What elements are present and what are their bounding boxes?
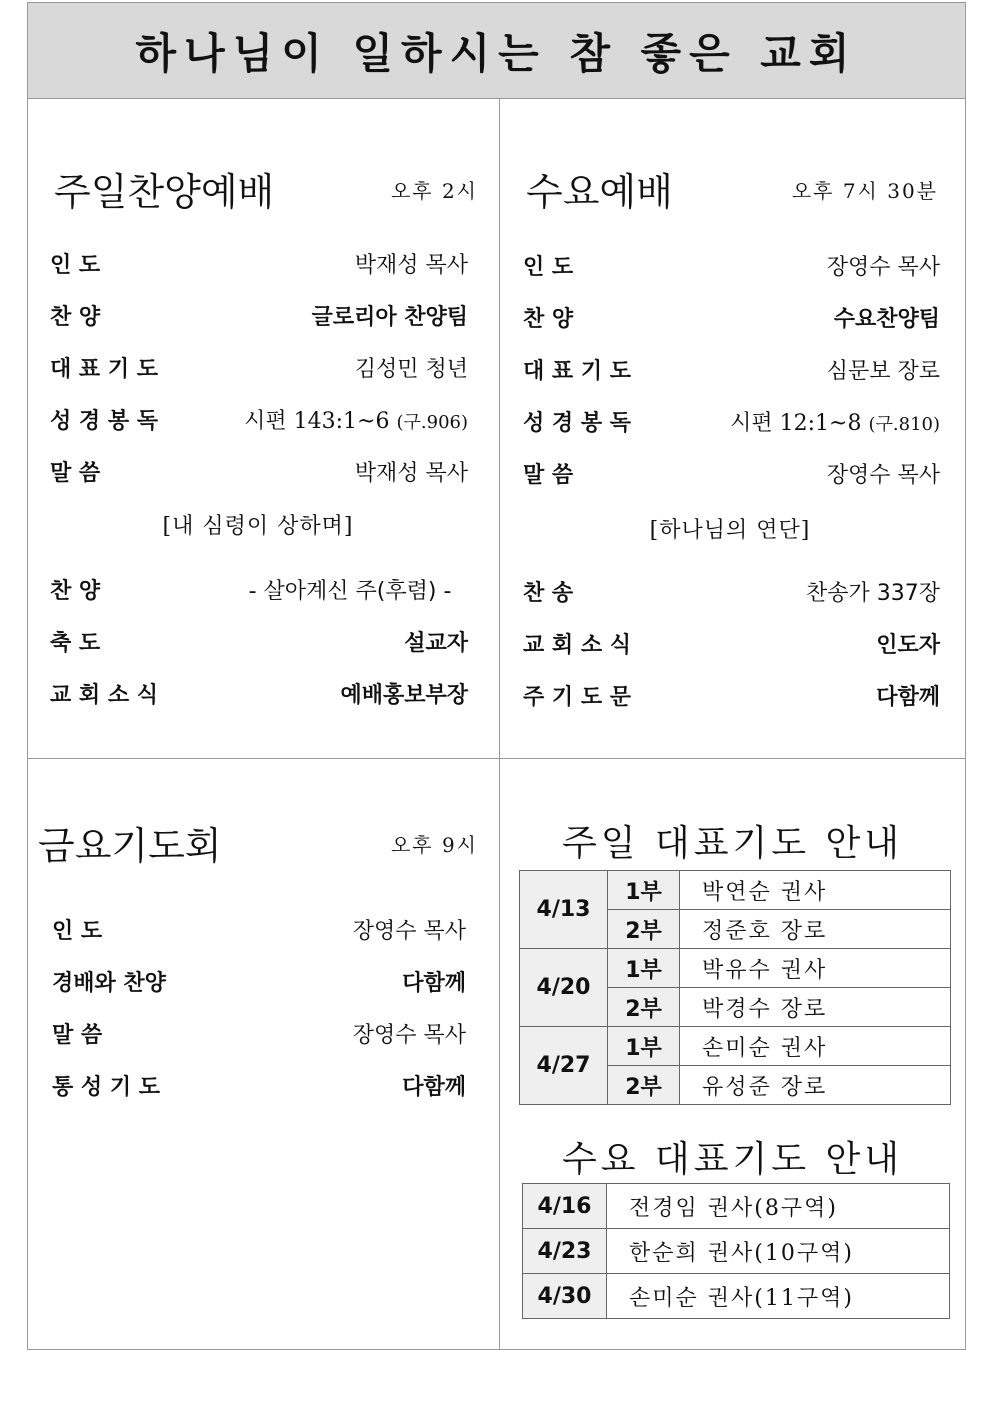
wednesday-prayer-table <box>522 1183 950 1319</box>
row-label: 찬 양 <box>50 578 101 604</box>
row-label: 인 도 <box>50 252 101 278</box>
row-label: 찬 양 <box>523 306 574 332</box>
sunday-row-benediction <box>50 621 468 661</box>
row-value: 장영수 목사 <box>352 1022 466 1048</box>
row-label: 말 씀 <box>52 1022 103 1048</box>
banner-title: 하나님이 일하시는 참 좋은 교회 <box>28 3 965 99</box>
row-value: 김성민 청년 <box>354 356 468 382</box>
sunday-service-time: 오후 2시 <box>390 179 478 203</box>
row-label: 대 표 기 도 <box>523 358 631 384</box>
sunday-row-praise-2 <box>50 569 468 609</box>
sunday-prayer-table <box>519 870 951 1105</box>
wednesday-row-scripture <box>523 401 940 441</box>
wednesday-row-lords-prayer <box>523 675 940 715</box>
row-value <box>244 404 468 435</box>
table-row <box>520 871 951 910</box>
friday-row-prayer <box>52 1065 466 1105</box>
friday-service-title: 금요기도회 <box>38 824 222 868</box>
sunday-sermon-title: [내 심령이 상하며] <box>162 514 354 539</box>
date-cell: 4/27 <box>520 1027 608 1105</box>
row-value: 수요찬양팀 <box>833 306 940 332</box>
row-value: 예배홍보부장 <box>340 682 468 708</box>
part-cell: 2부 <box>608 1066 680 1105</box>
row-label: 인 도 <box>52 918 103 944</box>
row-label: 교 회 소 식 <box>50 682 158 708</box>
row-label: 말 씀 <box>50 460 101 486</box>
name-cell: 한순희 권사(10구역) <box>607 1229 950 1274</box>
table-row <box>523 1229 950 1274</box>
row-value: 설교자 <box>404 630 468 656</box>
part-cell: 1부 <box>608 871 680 910</box>
name-cell: 박연순 권사 <box>680 871 951 910</box>
row-value: 찬송가 337장 <box>806 580 940 606</box>
name-cell: 박유수 권사 <box>680 949 951 988</box>
horizontal-divider <box>28 758 965 759</box>
row-value: 심문보 장로 <box>826 358 940 384</box>
date-cell: 4/30 <box>523 1274 607 1319</box>
scripture-ref: 시편 143:1~6 <box>244 408 390 434</box>
part-cell: 2부 <box>608 910 680 949</box>
row-value: 다함께 <box>402 970 466 996</box>
table-row <box>520 1027 951 1066</box>
wednesday-service-title: 수요예배 <box>526 170 673 214</box>
part-cell: 1부 <box>608 1027 680 1066</box>
row-value: 다함께 <box>402 1074 466 1100</box>
row-label: 말 씀 <box>523 462 574 488</box>
part-cell: 1부 <box>608 949 680 988</box>
row-value: 장영수 목사 <box>826 462 940 488</box>
table-row <box>520 949 951 988</box>
wednesday-service-time: 오후 7시 30분 <box>791 179 938 203</box>
row-label: 주 기 도 문 <box>523 684 631 710</box>
row-value: - 살아계신 주(후렴) - <box>248 578 452 604</box>
friday-service-time: 오후 9시 <box>390 833 478 857</box>
row-label: 통 성 기 도 <box>52 1074 160 1100</box>
row-value: 장영수 목사 <box>826 254 940 280</box>
name-cell: 유성준 장로 <box>680 1066 951 1105</box>
date-cell: 4/13 <box>520 871 608 949</box>
wednesday-row-sermon <box>523 453 940 493</box>
name-cell: 정준호 장로 <box>680 910 951 949</box>
sunday-row-news <box>50 673 468 713</box>
row-label: 대 표 기 도 <box>50 356 158 382</box>
friday-row-sermon <box>52 1013 466 1053</box>
row-label: 찬 송 <box>523 580 574 606</box>
row-value: 인도자 <box>876 632 940 658</box>
part-cell: 2부 <box>608 988 680 1027</box>
row-value: 장영수 목사 <box>352 918 466 944</box>
wednesday-row-news <box>523 623 940 663</box>
wednesday-row-praise <box>523 297 940 337</box>
scripture-page: (구.906) <box>396 411 468 433</box>
sunday-row-leader <box>50 243 468 283</box>
row-label: 찬 양 <box>50 304 101 330</box>
row-value: 글로리아 찬양팀 <box>311 304 468 330</box>
row-value: 다함께 <box>876 684 940 710</box>
sunday-row-scripture <box>50 399 468 439</box>
wednesday-prayer-title: 수요 대표기도 안내 <box>561 1139 904 1180</box>
row-label: 성 경 봉 독 <box>50 408 158 434</box>
sunday-prayer-title: 주일 대표기도 안내 <box>561 823 904 864</box>
date-cell: 4/20 <box>520 949 608 1027</box>
sunday-row-sermon <box>50 451 468 491</box>
sunday-row-prayer <box>50 347 468 387</box>
date-cell: 4/23 <box>523 1229 607 1274</box>
sunday-service-title: 주일찬양예배 <box>54 170 275 214</box>
wednesday-row-prayer <box>523 349 940 389</box>
row-label: 경배와 찬양 <box>52 970 166 996</box>
row-value: 박재성 목사 <box>354 252 468 278</box>
row-value: 박재성 목사 <box>354 460 468 486</box>
row-label: 성 경 봉 독 <box>523 410 631 436</box>
name-cell: 손미순 권사(11구역) <box>607 1274 950 1319</box>
name-cell: 전경임 권사(8구역) <box>607 1184 950 1229</box>
row-label: 교 회 소 식 <box>523 632 631 658</box>
scripture-ref: 시편 12:1~8 <box>730 410 862 436</box>
bulletin-page <box>27 2 966 1350</box>
table-row <box>523 1274 950 1319</box>
date-cell: 4/16 <box>523 1184 607 1229</box>
row-value <box>730 406 940 437</box>
friday-row-praise <box>52 961 466 1001</box>
friday-row-leader <box>52 909 466 949</box>
sunday-row-praise <box>50 295 468 335</box>
row-label: 축 도 <box>50 630 101 656</box>
table-row <box>523 1184 950 1229</box>
wednesday-sermon-title: [하나님의 연단] <box>649 518 811 543</box>
row-label: 인 도 <box>523 254 574 280</box>
wednesday-row-leader <box>523 245 940 285</box>
wednesday-row-hymn <box>523 571 940 611</box>
name-cell: 손미순 권사 <box>680 1027 951 1066</box>
scripture-page: (구.810) <box>868 413 940 435</box>
name-cell: 박경수 장로 <box>680 988 951 1027</box>
